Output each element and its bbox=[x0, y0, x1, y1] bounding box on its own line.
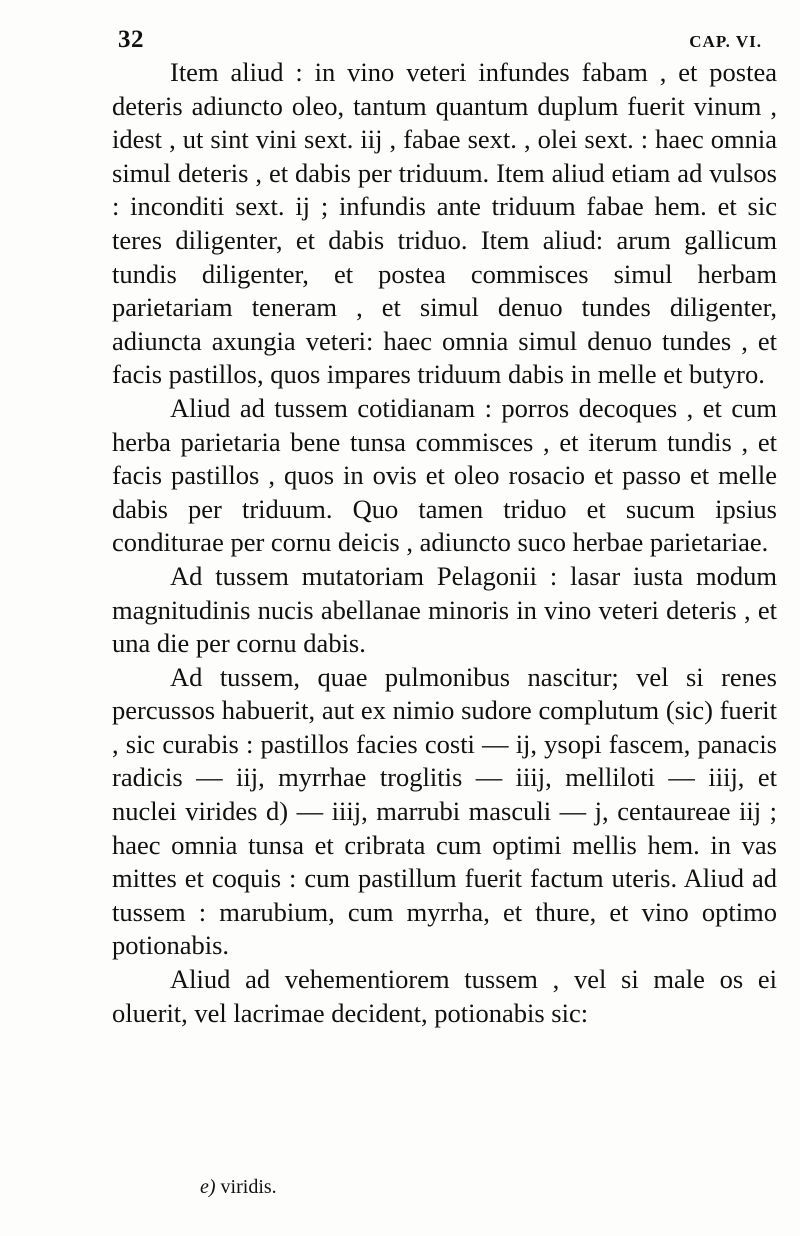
chapter-heading: CAP. VI. bbox=[689, 32, 762, 51]
paragraph: Item aliud : in vino veteri infundes fabam , et postea deteris adiuncto oleo, tantum quantum duplum fuerit vinum , idest , ut sint vini sext. iij , fabae sext. , olei sext. : haec omnia simul deteris , et dabis per triduum. Item aliud etiam ad vulsos : inconditi sext. ij ; infundis ante triduum fabae hem. et sic teres diligenter, et dabis triduo. Item aliud: arum gallicum tundis diligenter, et postea commisces simul herbam parietariam teneram , et simul denuo tundes diligenter, adiuncta axungia veteri: haec omnia simul denuo tundes , et facis pastillos, quos impares triduum dabis in melle et butyro. bbox=[112, 57, 777, 390]
page-header bbox=[118, 26, 762, 60]
footnote bbox=[200, 1176, 277, 1199]
page-number: 32 bbox=[118, 26, 144, 53]
paragraph: Ad tussem, quae pulmonibus nascitur; vel si renes percussos habuerit, aut ex nimio sudore complutum (sic) fuerit , sic curabis : pastillos facies costi — ij, ysopi fascem, panacis radicis — iij, myrrhae troglitis — iiij, melliloti — iiij, et nuclei virides d) — iiij, marrubi masculi — j, centaureae iij ; haec omnia tunsa et cribrata cum optimi mellis hem. in vas mittes et coquis : cum pastillum fuerit factum uteris. Aliud ad tussem : marubium, cum myrrha, et thure, et vino optimo potionabis. bbox=[112, 661, 777, 961]
main-text bbox=[112, 56, 777, 1030]
paragraph: Ad tussem mutatoriam Pelagonii : lasar iusta modum magnitudinis nucis abellanae minoris in vino veteri deteris , et una die per cornu dabis. bbox=[112, 560, 777, 659]
footnote-mark: e) bbox=[200, 1176, 216, 1198]
paragraph: Aliud ad tussem cotidianam : porros decoques , et cum herba parietaria bene tunsa commisces , et iterum tundis , et facis pastillos , quos in ovis et oleo rosacio et passo et melle dabis per triduum. Quo tamen triduo et sucum ipsius conditurae per cornu deicis , adiuncto suco herbae parietariae. bbox=[112, 392, 777, 558]
paragraph: Aliud ad vehementiorem tussem , vel si male os ei oluerit, vel lacrimae decident, potionabis sic: bbox=[112, 964, 777, 1028]
footnote-text: viridis. bbox=[220, 1176, 277, 1198]
